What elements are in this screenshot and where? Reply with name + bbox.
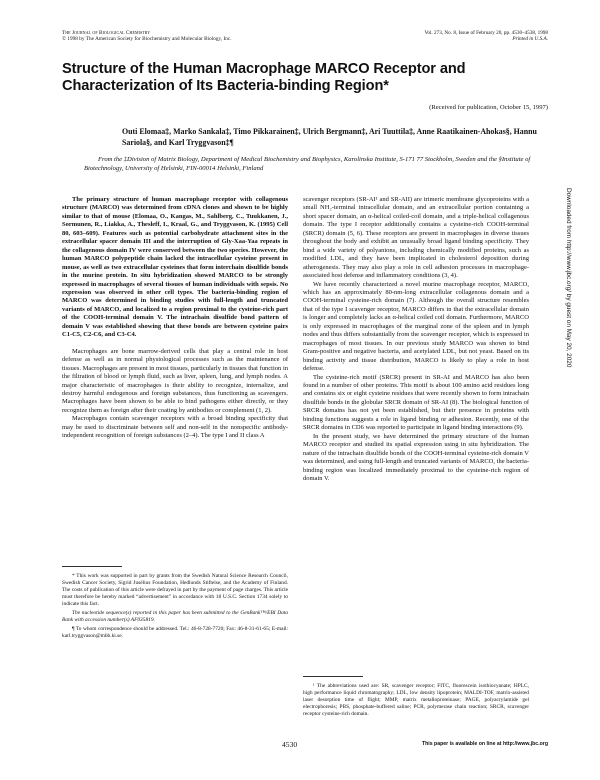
page-number: 4530 xyxy=(282,740,298,749)
article-title: Structure of the Human Macrophage MARCO Receptor and Characterization of Its Bacteria-binding Region* xyxy=(62,61,466,94)
body-paragraph: scavenger receptors (SR-AI¹ and SR-AII) are trimeric membrane glycoproteins with a small NH₂-terminal intracellular domain, and an extracellular portion containing a short spacer domain, an α-helical coiled-coil domain, and a triple-helical collagenous domain. The type I receptor additionally contains a cysteine-rich COOH-terminal (SRCR) domain (5, 6). These receptors are present in macrophages in diverse tissues throughout the body and exhibit an unusually broad ligand binding specificity. They bind a wide variety of polyanions, including chemically modified proteins, such as modified LDL, and they have been implicated in cholesterol deposition during atherogenesis. They may also play a role in cell adhesion processes in macrophage-associated host defense and inflammatory conditions (3, 4). xyxy=(303,196,529,280)
issue-header xyxy=(424,30,548,43)
abbreviations-text: ¹ The abbreviations used are: SR, scavenger receptor; FITC, fluorescein isothiocyanate; HPLC, high performance liquid chromatography; LDL, low density lipoprotein; MALDI-TOF, matrix-assisted laser desorption time of flight; MMP, matrix metalloproteinase; PAGE, polyacrylamide gel electrophoresis; PBS, phosphate-buffered saline; PCR, polymerase chain reaction; SRCR, scavenger receptor cysteine-rich domain. xyxy=(303,683,529,718)
right-column xyxy=(303,196,529,483)
body-paragraph: Macrophages are bone marrow-derived cells that play a central role in host defense as well as in normal physiological processes such as the maintenance of tissues. Macrophages are present in most tissues, particularly in tissues that function in the filtration of blood or lymph fluid, such as liver, spleen, lung, and lymph nodes. A major characteristic of macrophages is their ability to recognize, internalize, and destroy harmful endogenous and foreign substances, thus functioning as scavengers. Macrophages have been shown to be able to bind pathogens either directly, or they recognize them as foreign after their coating by antibodies or complement (1, 2). xyxy=(62,347,288,414)
volume-info: Vol. 273, No. 8, Issue of February 20, pp. 4530–4538, 1998 xyxy=(424,30,548,36)
online-availability: This paper is available on line at http://www.jbc.org xyxy=(421,741,548,747)
body-paragraph: The cysteine-rich motif (SRCR) present in SR-AI and MARCO has also been found in a number of other proteins. This motif is about 100 amino acid residues long and contains six or eight cysteine residues that were recently shown to form intrachain disulfide bonds in the globular SRCR domain of SR-AI (8). The biological function of SRCR domains has not yet been established, but their presence in proteins with binding functions suggests a role in ligand binding or adhesion. Recently, one of the SRCR domains in CD6 was reported to participate in ligand binding interactions (9). xyxy=(303,373,529,432)
body-paragraph: We have recently characterized a novel murine macrophage receptor, MARCO, which has an approximately 80-nm-long extracellular collagenous domain and a COOH-terminal cysteine-rich domain (7). Although the overall structure resembles that of the type I scavenger receptor, MARCO differs in that the extracellular domain is longer and completely lacks an α-helical coiled coil domain. Furthermore, MARCO is only expressed in macrophages of the marginal zone of the spleen and in lymph nodes and thus differs substantially from the scavenger receptor, which is expressed in macrophages of most tissues. In our previous study MARCO was shown to bind Gram-positive and negative bacteria, and acetylated LDL, but not yeast. Based on its binding activity and tissue distribution, MARCO is likely to play a role in host defense. xyxy=(303,280,529,373)
body-paragraph: In the present study, we have determined the primary structure of the human MARCO receptor and studied its spatial expression using in situ hybridization. The nature of the intrachain disulfide bonds of the COOH-terminal cysteine-rich domain V was determined, and using full-length and truncated variants of MARCO, the bacteria-binding region was localized immediately proximal to the cysteine-rich region of domain V. xyxy=(303,432,529,482)
abbreviations-footnote xyxy=(303,683,529,718)
sequence-footnote: The nucleotide sequence(s) reported in this paper has been submitted to the GenBank™/EBI Data Bank with accession number(s) AF035819. xyxy=(62,609,288,624)
correspondence-footnote: ¶ To whom correspondence should be addressed. Tel.: 46-8-728-7720; Fax: 46-8-31-61-65; E-mail: karl.tryggvason@mbb.ki.se. xyxy=(62,625,288,639)
printed-in: Printed in U.S.A. xyxy=(512,36,548,43)
body-paragraph: Macrophages contain scavenger receptors with a broad binding specificity that may be used to discriminate between self and non-self in the nonspecific antibody-independent recognition of foreign substances (2–4). The type I and II class A xyxy=(62,415,288,440)
copyright-line: © 1998 by The American Society for Biochemistry and Molecular Biology, Inc. xyxy=(62,36,232,43)
download-watermark: Downloaded from http://www.jbc.org/ by guest on May 20, 2020 xyxy=(565,188,572,368)
author-list: Outi Elomaa‡, Marko Sankala‡, Timo Pikkarainen‡, Ulrich Bergmann‡, Ari Tuuttila‡, Anne Raatikainen-Ahokas§, Hannu Sariola§, and Karl Tryggvason‡¶ xyxy=(122,127,537,147)
footnotes xyxy=(62,573,288,641)
left-column xyxy=(62,196,288,441)
footnote-divider xyxy=(62,566,122,567)
journal-header xyxy=(62,30,232,43)
received-date: (Received for publication, October 15, 1997) xyxy=(429,104,548,111)
affiliation: From the ‡Division of Matrix Biology, Department of Medical Biochemistry and Biophysics, Karolinska Institute, S-171 77 Stockholm, Sweden and the §Institute of Biotechnology, University of Helsinki, FIN-00014 Helsinki, Finland xyxy=(84,156,531,172)
abbreviation-divider xyxy=(303,676,363,677)
funding-footnote: * This work was supported in part by grants from the Swedish Natural Science Research Council, Swedish Cancer Society, Sigrid Jusélius Foundation, Hedlunds Stiftelse, and the Academy of Finland. The costs of publication of this article were defrayed in part by the payment of page charges. This article must therefore be hereby marked “advertisement” in accordance with 18 U.S.C. Section 1734 solely to indicate this fact. xyxy=(62,573,288,608)
journal-name: The Journal of Biological Chemistry xyxy=(62,30,151,36)
abstract: The primary structure of human macrophage receptor with collagenous structure (MARCO) was determined from cDNA clones and shown to be highly similar to that of mouse (Elomaa, O., Kangas, M., Sahlberg, C., Tuukkanen, J., Sormunen, R., Liakka, A., Thesleff, I., Kraal, G., and Tryggvason, K. (1995) Cell 80, 603–609). Features such as potential carbohydrate attachment sites in the extracellular spacer domain III and the interruption of Gly-Xaa-Yaa repeats in the collagenous domain IV were conserved between the two species. However, the human MARCO polypeptide chain lacked the intracellular cysteine present in mouse, as well as two extracellular cysteines that form interchain disulfide bonds in the murine protein. In situ hybridization showed MARCO to be strongly expressed in macrophages of several tissues of human individuals with sepsis. No expression was observed in other cell types. The bacteria-binding region of MARCO was determined in binding studies with full-length and truncated variants of MARCO, and localized to a region proximal to the cysteine-rich part of the COOH-terminal domain V. The intrachain disulfide bond pattern of domain V was established showing that these bonds are between cysteine pairs C1-C5, C2-C6, and C3-C4. xyxy=(62,196,288,339)
